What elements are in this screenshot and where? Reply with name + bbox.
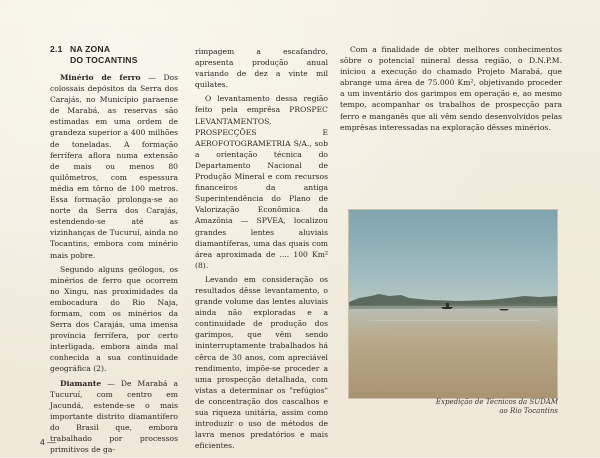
section-number: 2.1 — [50, 44, 63, 54]
paragraph — [50, 264, 178, 375]
paragraph: Levando em consideração os resultados dêsse levantamento, o grande volume das lentes aluviais ainda não exploradas e a continuidade de produção dos garimpos, que vêm sendo ininterruptamente trabalhados há cêrca de 30 anos, com apreciável rendimento, impõe-se proceder a uma prospecção detalhada, com vistas a determinar os "refúgios" de concentração dos cascalhos e sua riqueza unitária, assim como introduzir o uso de métodos de lavra menos predatórios e mais eficientes. — [195, 274, 328, 451]
section-title-line1: NA ZONA — [70, 44, 111, 54]
page-number: 4 — — [40, 437, 56, 447]
caption-line2: ao Rio Tocantins — [499, 406, 558, 415]
section-heading — [50, 44, 178, 66]
river-expedition-photo — [348, 209, 558, 399]
paragraph-lead: Diamante — [60, 378, 102, 388]
column-1 — [50, 44, 178, 458]
paragraph-text: — Dos colossais depósitos da Serra dos Carajás, no Município paraense de Marabá, as reservas são estimadas em uma ordem de grandeza superior a 400 milhões de toneladas. A formação ferrífera aflora numa extensão de mais ou menos 80 quilômetros, com espessura média em tôrno de 100 metros. Essa formação prolonga-se ao norte da Serra dos Carajás, estendendo-se até as vizinhanças de Tucuruí, ainda no Tocantins, embora com minério mais pobre. — [50, 73, 179, 260]
paragraph: O levantamento dessa região feito pela emprêsa PROSPEC LEVANTAMENTOS, PROSPECÇÕES E AEROFOTOGRAMETRIA S/A., sob a orientação técnica do Departamento Nacional de Produção Mineral e com recursos financeiros da antiga Superintendência do Plano de Valorização Econômica da Amazônia — SPVEA, localizou grandes lentes aluviais diamantíferas, uma das quais com área aproximada de .... 100 Km² (8). — [195, 94, 328, 270]
paragraph-text: — De Marabá a Tucuruí, com centro em Jacundá, estende-se o mais importante distrito diamantífero do Brasil que, embora trabalhado por processos primitivos de ga- — [50, 378, 178, 455]
paragraph: Com a finalidade de obter melhores conhecimentos sôbre o potencial mineral dessa região, o D.N.P.M. iniciou a execução do chamado Projeto Marabá, que abrange uma área de 75.000 Km², objetivando proceder a um inventário dos garimpos em operação e, ao mesmo tempo, acompanhar os trabalhos de prospecção para ferro e manganês que ali vêm sendo desenvolvidos pelas emprêsas interessadas na exploração dêsses minérios. — [340, 45, 562, 132]
paragraph-text: Segundo alguns geólogos, os minérios de ferro que ocorrem no Xingu, nas proximidades da embocadura do Rio Naja, formam, com os minérios da Serra dos Carajás, uma imensa província ferrífera, por certo interligada, embora ainda mal conhecida a sua continuidade geográfica (2). — [50, 264, 178, 374]
paragraph: rimpagem a escafandro, apresenta produção anual variando de dez a vinte mil quilates. — [195, 47, 328, 90]
photo-image — [349, 210, 557, 398]
paragraph — [50, 378, 178, 456]
paragraph — [50, 72, 178, 261]
caption-line1: Expedição de Técnicos da SUDAM — [435, 398, 558, 406]
paragraph-lead: Minério de ferro — [60, 73, 141, 82]
column-3 — [340, 44, 562, 136]
photo-caption — [372, 398, 558, 415]
column-2 — [195, 46, 328, 454]
section-title-line2: DO TOCANTINS — [70, 55, 138, 65]
